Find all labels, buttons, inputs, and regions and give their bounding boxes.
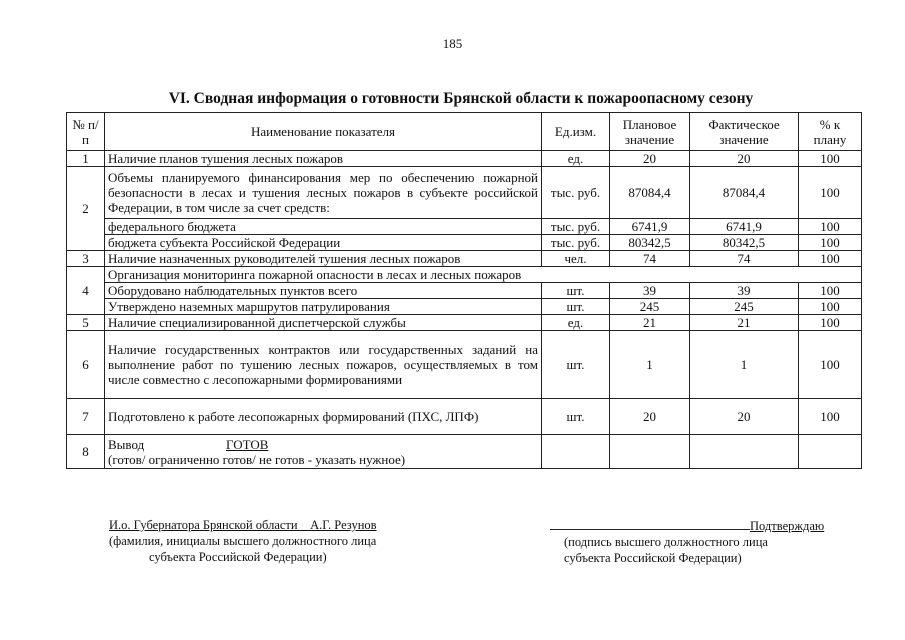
row-num: 5 xyxy=(67,315,105,331)
row-fact: 39 xyxy=(690,283,799,299)
page-number: 185 xyxy=(442,36,463,51)
row-fact: 20 xyxy=(690,151,799,167)
row-num: 7 xyxy=(67,399,105,435)
row-plan: 39 xyxy=(610,283,690,299)
footer-left xyxy=(109,517,377,565)
header-plan: Плановое значение xyxy=(610,113,690,151)
row-plan: 74 xyxy=(610,251,690,267)
table-row xyxy=(67,435,862,469)
empty-cell xyxy=(799,435,862,469)
row-name: Наличие назначенных руководителей тушения лесных пожаров xyxy=(105,251,542,267)
row-unit: тыс. руб. xyxy=(542,235,610,251)
confirm-text: Подтверждаю xyxy=(750,519,825,533)
header-pct: % к плану xyxy=(799,113,862,151)
row-num: 8 xyxy=(67,435,105,469)
table-row xyxy=(67,283,862,299)
row-unit: шт. xyxy=(542,283,610,299)
row-unit: тыс. руб. xyxy=(542,219,610,235)
row-num: 1 xyxy=(67,151,105,167)
conclusion-value: ГОТОВ xyxy=(226,436,269,452)
empty-cell xyxy=(610,435,690,469)
row-plan: 245 xyxy=(610,299,690,315)
row-pct: 100 xyxy=(799,315,862,331)
row-plan: 1 xyxy=(610,331,690,399)
table-row xyxy=(67,235,862,251)
header-num: № п/п xyxy=(67,113,105,151)
row-pct: 100 xyxy=(799,283,862,299)
row-num: 3 xyxy=(67,251,105,267)
row-fact: 74 xyxy=(690,251,799,267)
row-name: федерального бюджета xyxy=(105,219,542,235)
row-fact: 245 xyxy=(690,299,799,315)
row-fact: 1 xyxy=(690,331,799,399)
conclusion-cell xyxy=(105,435,542,469)
table-row xyxy=(67,251,862,267)
table-row xyxy=(67,267,862,283)
row-name: Объемы планируемого финансирования мер по обеспечению пожарной безопасности в лесах и тушения лесных пожаров в субъекте российской Федерации, в том числе за счет средств: xyxy=(105,167,542,219)
signatory-caption-2: субъекта Российской Федерации) xyxy=(149,550,327,564)
row-fact: 20 xyxy=(690,399,799,435)
table-row xyxy=(67,331,862,399)
row-fact: 6741,9 xyxy=(690,219,799,235)
conclusion-label: Вывод xyxy=(108,436,145,452)
row-pct: 100 xyxy=(799,399,862,435)
empty-cell xyxy=(690,435,799,469)
row-pct: 100 xyxy=(799,151,862,167)
table-header-row xyxy=(67,113,862,151)
row-num: 4 xyxy=(67,267,105,315)
row-fact: 87084,4 xyxy=(690,167,799,219)
row-plan: 21 xyxy=(610,315,690,331)
row-name: Подготовлено к работе лесопожарных формирований (ПХС, ЛПФ) xyxy=(105,399,542,435)
readiness-table xyxy=(66,112,862,469)
table-row xyxy=(67,151,862,167)
row-unit: шт. xyxy=(542,399,610,435)
header-unit: Ед.изм. xyxy=(542,113,610,151)
row-num: 2 xyxy=(67,167,105,251)
row-unit: шт. xyxy=(542,331,610,399)
row-unit: чел. xyxy=(542,251,610,267)
row-unit: ед. xyxy=(542,151,610,167)
confirm-line xyxy=(550,517,845,534)
row-fact: 80342,5 xyxy=(690,235,799,251)
row-plan: 87084,4 xyxy=(610,167,690,219)
row-pct: 100 xyxy=(799,219,862,235)
row-name: Организация мониторинга пожарной опасности в лесах и лесных пожаров xyxy=(105,267,862,283)
signature-caption-2: субъекта Российской Федерации) xyxy=(564,551,742,565)
table-row xyxy=(67,167,862,219)
header-fact: Фактическое значение xyxy=(690,113,799,151)
row-name: бюджета субъекта Российской Федерации xyxy=(105,235,542,251)
row-name: Наличие планов тушения лесных пожаров xyxy=(105,151,542,167)
row-plan: 20 xyxy=(610,151,690,167)
row-pct: 100 xyxy=(799,331,862,399)
row-plan: 6741,9 xyxy=(610,219,690,235)
row-name: Оборудовано наблюдательных пунктов всего xyxy=(105,283,542,299)
signatory-caption-1: (фамилия, инициалы высшего должностного лица xyxy=(109,534,377,548)
row-unit: шт. xyxy=(542,299,610,315)
row-name: Утверждено наземных маршрутов патрулирования xyxy=(105,299,542,315)
row-pct: 100 xyxy=(799,299,862,315)
row-name: Наличие специализированной диспетчерской службы xyxy=(105,315,542,331)
row-plan: 80342,5 xyxy=(610,235,690,251)
table-row xyxy=(67,219,862,235)
empty-cell xyxy=(542,435,610,469)
table-row xyxy=(67,299,862,315)
document-title: VI. Сводная информация о готовности Брянской области к пожароопасному сезону xyxy=(168,90,754,107)
row-unit: тыс. руб. xyxy=(542,167,610,219)
table-row xyxy=(67,315,862,331)
signature-caption-1: (подпись высшего должностного лица xyxy=(564,535,768,549)
row-name: Наличие государственных контрактов или государственных заданий на выполнение работ по тушению лесных пожаров, осуществляемых в том числе совместно с лесопожарными формированиями xyxy=(105,331,542,399)
row-unit: ед. xyxy=(542,315,610,331)
row-plan: 20 xyxy=(610,399,690,435)
table-row xyxy=(67,399,862,435)
row-pct: 100 xyxy=(799,235,862,251)
footer-right xyxy=(550,517,845,566)
row-pct: 100 xyxy=(799,167,862,219)
row-fact: 21 xyxy=(690,315,799,331)
row-num: 6 xyxy=(67,331,105,399)
signature-line xyxy=(550,517,750,530)
signatory-line: И.о. Губернатора Брянской области А.Г. Резунов xyxy=(109,518,377,532)
header-name: Наименование показателя xyxy=(105,113,542,151)
row-pct: 100 xyxy=(799,251,862,267)
conclusion-note: (готов/ ограниченно готов/ не готов - указать нужное) xyxy=(108,451,406,467)
